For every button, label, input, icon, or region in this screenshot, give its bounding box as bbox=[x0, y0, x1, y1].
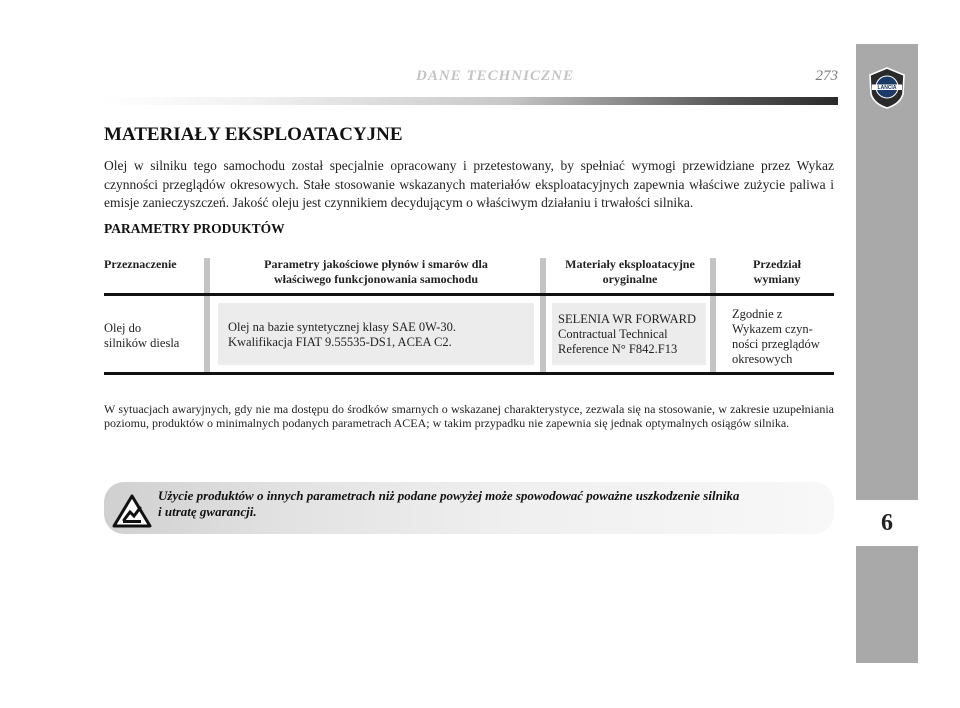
column-divider bbox=[540, 258, 546, 372]
subsection-title: PARAMETRY PRODUKTÓW bbox=[104, 221, 285, 236]
lancia-logo-icon bbox=[866, 66, 908, 110]
warning-text: Użycie produktów o innych parametrach niż podane powyżej może spowodować poważne uszkodzenie silnika i utratę gwarancji. bbox=[158, 488, 740, 519]
footnote-paragraph: W sytuacjach awaryjnych, gdy nie ma dostępu do środków smarnych o wskazanej charakterystyce, zezwala się na stosowanie, w zakresie uzupełniania poziomu, produktów o minimalnych podanych parametrach ACEA; w takim przypadku nie zapewnia się jednak optymalnych osiągów silnika. bbox=[104, 402, 834, 430]
table-header-purpose: Przeznaczenie bbox=[104, 257, 177, 271]
table-cell-materials: SELENIA WR FORWARD Contractual Technical Reference N° F842.F13 bbox=[558, 312, 696, 356]
chapter-side-tab bbox=[856, 44, 918, 663]
table-bottom-rule bbox=[104, 372, 834, 375]
table-header-materials: Materiały eksploatacyjne oryginalne bbox=[565, 257, 695, 286]
chapter-number: 6 bbox=[856, 500, 918, 546]
svg-text:LANCIA: LANCIA bbox=[877, 85, 897, 91]
table-header-interval: Przedział wymiany bbox=[753, 257, 801, 286]
header-rule bbox=[100, 97, 838, 105]
intro-paragraph: Olej w silniku tego samochodu został specjalnie opracowany i przetestowany, by spełniać wymogi przewidziane przez Wykaz czynności przeglądów okresowych. Stałe stosowanie wskazanych materiałów eksploatacyjnych zapewnia właściwe zużycie paliwa i emisje zanieczyszczeń. Jakość oleju jest czynnikiem decydującym o właściwym działaniu i trwałości silnika. bbox=[104, 158, 834, 210]
column-divider bbox=[204, 258, 210, 372]
table-cell-purpose: Olej do silników diesla bbox=[104, 321, 180, 350]
page-number: 273 bbox=[815, 68, 838, 84]
column-divider bbox=[710, 258, 716, 372]
table-cell-interval: Zgodnie z Wykazem czyn- ności przeglądów okresowych bbox=[732, 307, 820, 366]
running-header: DANE TECHNICZNE bbox=[416, 68, 574, 84]
table-header-parameters: Parametry jakościowe płynów i smarów dla właściwego funkcjonowania samochodu bbox=[264, 257, 488, 286]
warning-triangle-icon bbox=[112, 494, 152, 528]
table-cell-parameters: Olej na bazie syntetycznej klasy SAE 0W-30. Kwalifikacja FIAT 9.55535-DS1, ACEA C2. bbox=[228, 320, 457, 349]
table-header-rule bbox=[104, 293, 834, 296]
section-title: MATERIAŁY EKSPLOATACYJNE bbox=[104, 124, 403, 145]
